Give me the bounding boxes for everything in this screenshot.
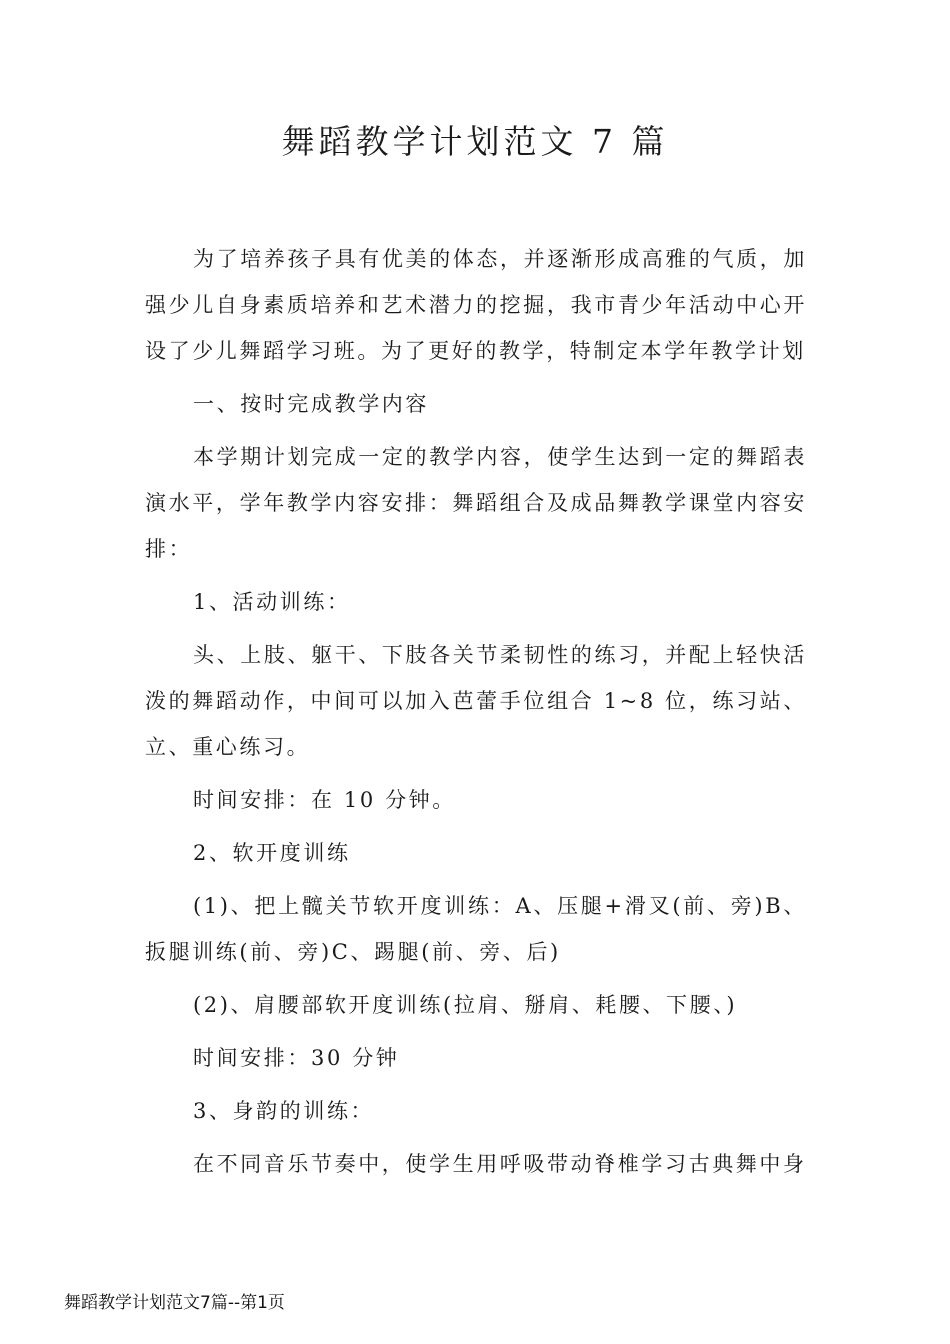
paragraph-shoulder-waist-flexibility: (2)、肩腰部软开度训练(拉肩、掰肩、耗腰、下腰、) bbox=[193, 993, 738, 1017]
paragraph-body-rhythm-detail: 在不同音乐节奏中，使学生用呼吸带动脊椎学习古典舞中身 bbox=[193, 1152, 807, 1176]
heading-section-1: 一、按时完成教学内容 bbox=[193, 392, 429, 416]
document-title: 舞蹈教学计划范文 7 篇 bbox=[281, 122, 669, 161]
page-footer: 舞蹈教学计划范文7篇--第1页 bbox=[64, 1293, 285, 1313]
heading-flexibility-training: 2、软开度训练 bbox=[193, 841, 351, 865]
heading-body-rhythm: 3、身韵的训练： bbox=[193, 1099, 375, 1123]
paragraph-intro: 为了培养孩子具有优美的体态，并逐渐形成高雅的气质，加强少儿自身素质培养和艺术潜力的挖掘，我市青少年活动中心开设了少儿舞蹈学习班。为了更好的教学，特制定本学年教学计划 bbox=[145, 247, 807, 363]
paragraph-hip-flexibility: (1)、把上髋关节软开度训练：A、压腿+滑叉(前、旁)B、扳腿训练(前、旁)C、踢腿(前、旁、后) bbox=[145, 894, 807, 964]
paragraph-plan: 本学期计划完成一定的教学内容，使学生达到一定的舞蹈表演水平，学年教学内容安排：舞蹈组合及成品舞教学课堂内容安排： bbox=[145, 445, 807, 561]
paragraph-time-10: 时间安排：在 10 分钟。 bbox=[193, 788, 456, 812]
heading-activity-training: 1、活动训练： bbox=[193, 590, 351, 614]
paragraph-time-30: 时间安排：30 分钟 bbox=[193, 1046, 400, 1070]
document-body bbox=[145, 236, 807, 1194]
paragraph-activity-detail: 头、上肢、躯干、下肢各关节柔韧性的练习，并配上轻快活泼的舞蹈动作，中间可以加入芭蕾手位组合 1~8 位，练习站、立、重心练习。 bbox=[145, 643, 807, 759]
